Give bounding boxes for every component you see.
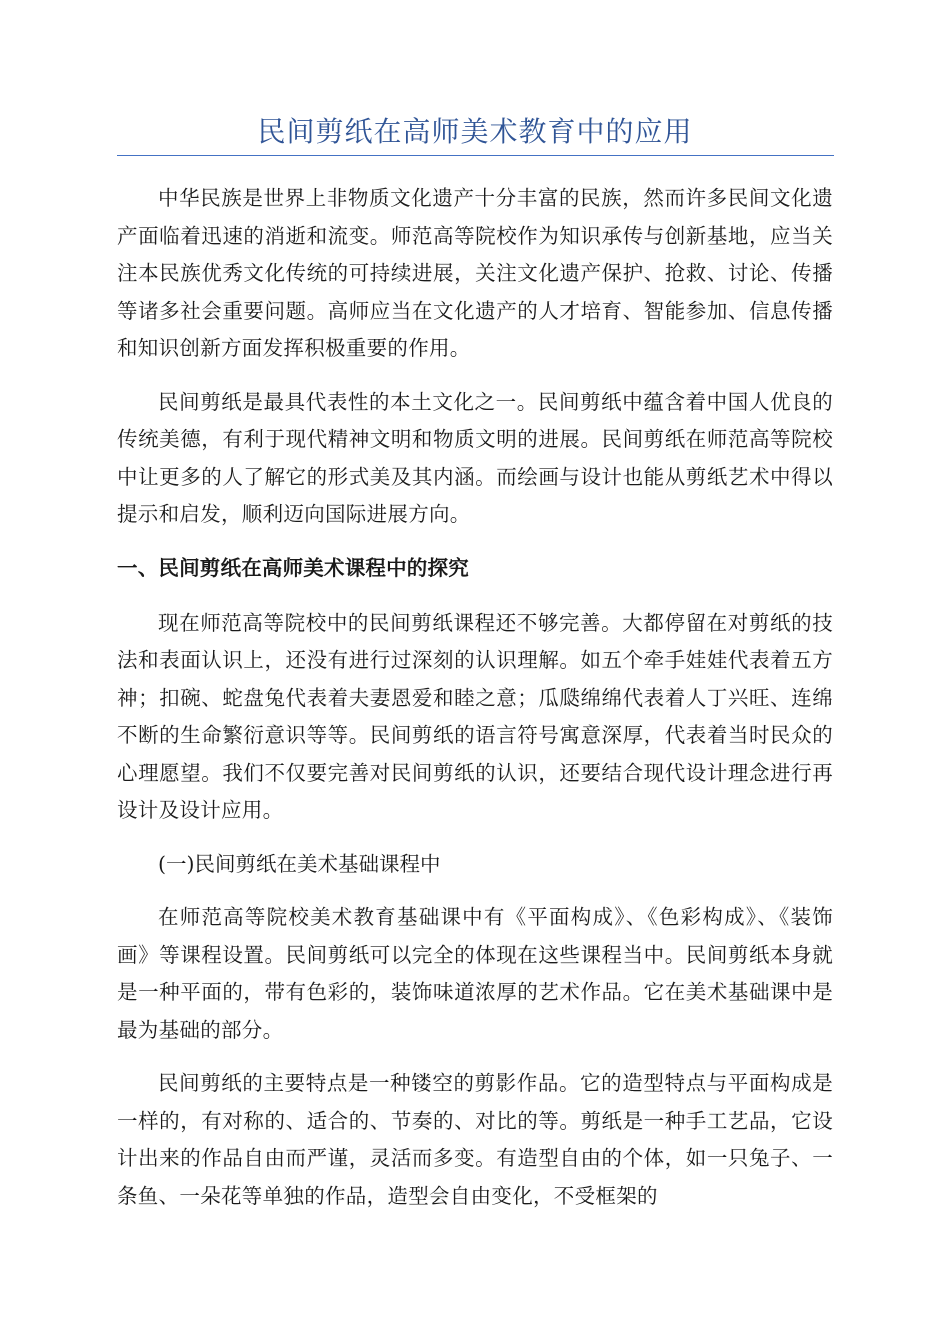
document-body bbox=[117, 180, 833, 1231]
document-title: 民间剪纸在高师美术教育中的应用 bbox=[257, 115, 693, 148]
section-heading-1: 一、民间剪纸在高师美术课程中的探究 bbox=[117, 555, 469, 580]
subsection-heading-1: (一)民间剪纸在美术基础课程中 bbox=[158, 851, 441, 876]
paragraph-section-1: 现在师范高等院校中的民间剪纸课程还不够完善。大都停留在对剪纸的技法和表面认识上，还没有进行过深刻的认识理解。如五个牵手娃娃代表着五方神；扣碗、蛇盘兔代表着夫妻恩爱和睦之意；瓜瓞绵绵代表着人丁兴旺、连绵不断的生命繁衍意识等等。民间剪纸的语言符号寓意深厚，代表着当时民众的心理愿望。我们不仅要完善对民间剪纸的认识，还要结合现代设计理念进行再设计及设计应用。 bbox=[117, 610, 833, 822]
paragraph-intro-1: 中华民族是世界上非物质文化遗产十分丰富的民族，然而许多民间文化遗产面临着迅速的消逝和流变。师范高等院校作为知识承传与创新基地，应当关注本民族优秀文化传统的可持续进展，关注文化遗产保护、抢救、讨论、传播等诸多社会重要问题。高师应当在文化遗产的人才培育、智能参加、信息传播和知识创新方面发挥积极重要的作用。 bbox=[117, 186, 833, 360]
paragraph-subsection-1-b: 民间剪纸的主要特点是一种镂空的剪影作品。它的造型特点与平面构成是一样的，有对称的、适合的、节奏的、对比的等。剪纸是一种手工艺品，它设计出来的作品自由而严谨，灵活而多变。有造型自由的个体，如一只兔子、一条鱼、一朵花等单独的作品，造型会自由变化，不受框架的 bbox=[117, 1071, 833, 1208]
paragraph-subsection-1-a: 在师范高等院校美术教育基础课中有《平面构成》、《色彩构成》、《装饰画》等课程设置。民间剪纸可以完全的体现在这些课程当中。民间剪纸本身就是一种平面的，带有色彩的，装饰味道浓厚的艺术作品。它在美术基础课中是最为基础的部分。 bbox=[117, 905, 833, 1042]
paragraph-intro-2: 民间剪纸是最具代表性的本土文化之一。民间剪纸中蕴含着中国人优良的传统美德，有利于现代精神文明和物质文明的进展。民间剪纸在师范高等院校中让更多的人了解它的形式美及其内涵。而绘画与设计也能从剪纸艺术中得以提示和启发，顺利迈向国际进展方向。 bbox=[117, 389, 833, 526]
title-underline bbox=[117, 155, 834, 156]
